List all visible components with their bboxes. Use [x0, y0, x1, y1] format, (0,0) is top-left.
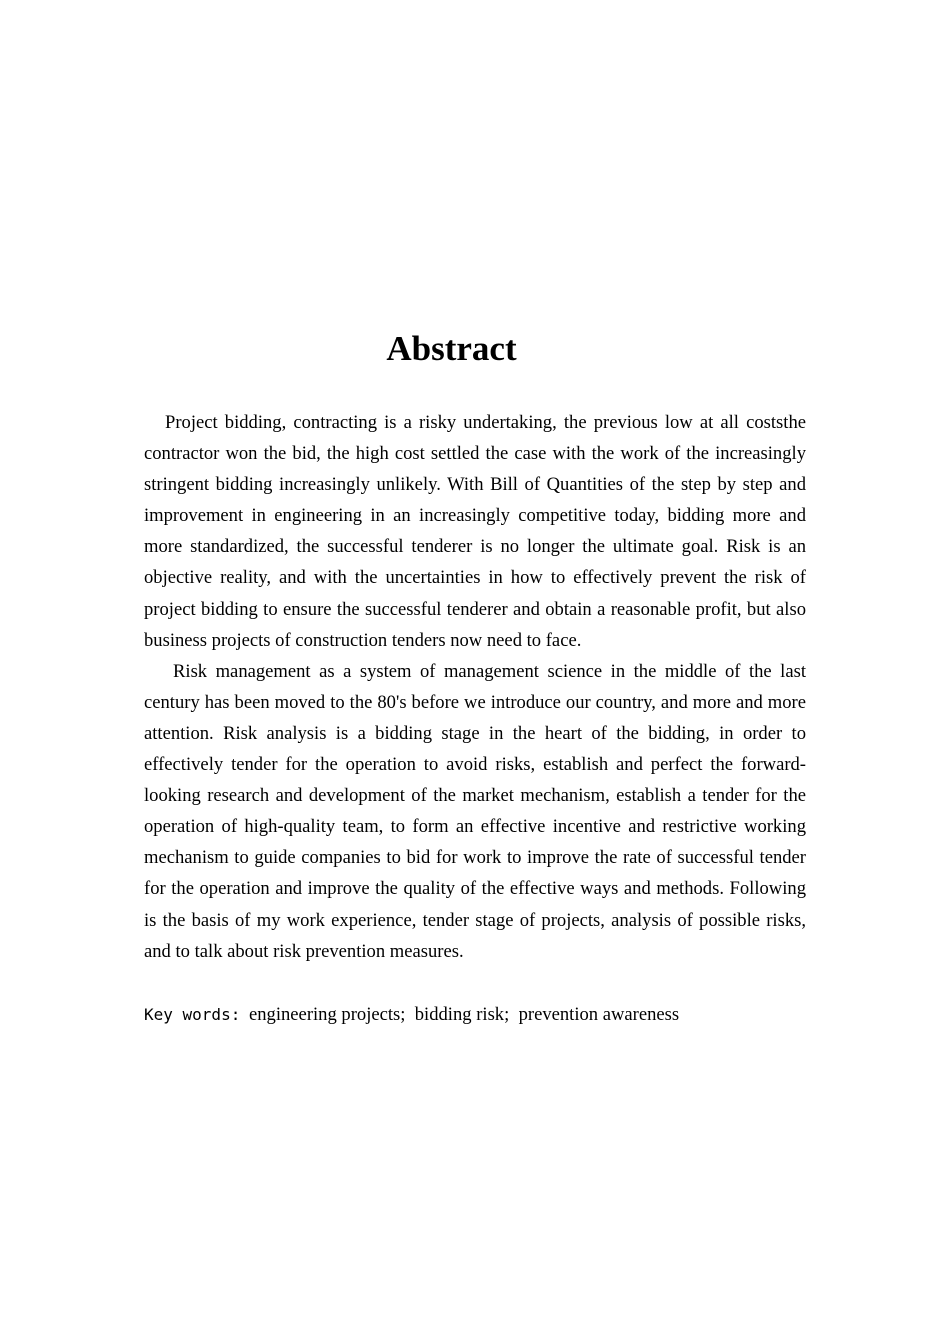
keywords-line [144, 1001, 844, 1029]
page-title: Abstract [386, 329, 517, 368]
keyword-item: engineering projects; [249, 1004, 406, 1025]
abstract-paragraph-1: Project bidding, contracting is a risky undertaking, the previous low at all coststhe contractor won the bid, the high cost settled the case with the work of the increasingly stringent bidding increasingly unlikely. With Bill of Quantities of the step by step and improvement in engineering in an increasingly competitive today, bidding more and more standardized, the successful tenderer is no longer the ultimate goal. Risk is an objective reality, and with the uncertainties in how to effectively prevent the risk of project bidding to ensure the successful tenderer and obtain a reasonable profit, but also business projects of construction tenders now need to face. [144, 412, 806, 651]
keywords-separator: : [230, 1005, 241, 1024]
keyword-item: prevention awareness [518, 1004, 680, 1025]
abstract-paragraph-2: Risk management as a system of management science in the middle of the last century has been moved to the 80's before we introduce our country, and more and more attention. Risk analysis is a bidding stage in the heart of the bidding, in order to effectively tender for the operation to avoid risks, establish and perfect the forward-looking research and development of the market mechanism, establish a tender for the operation of high-quality team, to form an effective incentive and restrictive working mechanism to guide companies to bid for work to improve the rate of successful tender for the operation and improve the quality of the effective ways and methods. Following is the basis of my work experience, tender stage of projects, analysis of possible risks, and to talk about risk prevention measures. [144, 660, 806, 962]
keyword-item: bidding risk; [414, 1004, 510, 1025]
abstract-body [144, 407, 806, 967]
keywords-label: Key words [144, 1005, 231, 1024]
